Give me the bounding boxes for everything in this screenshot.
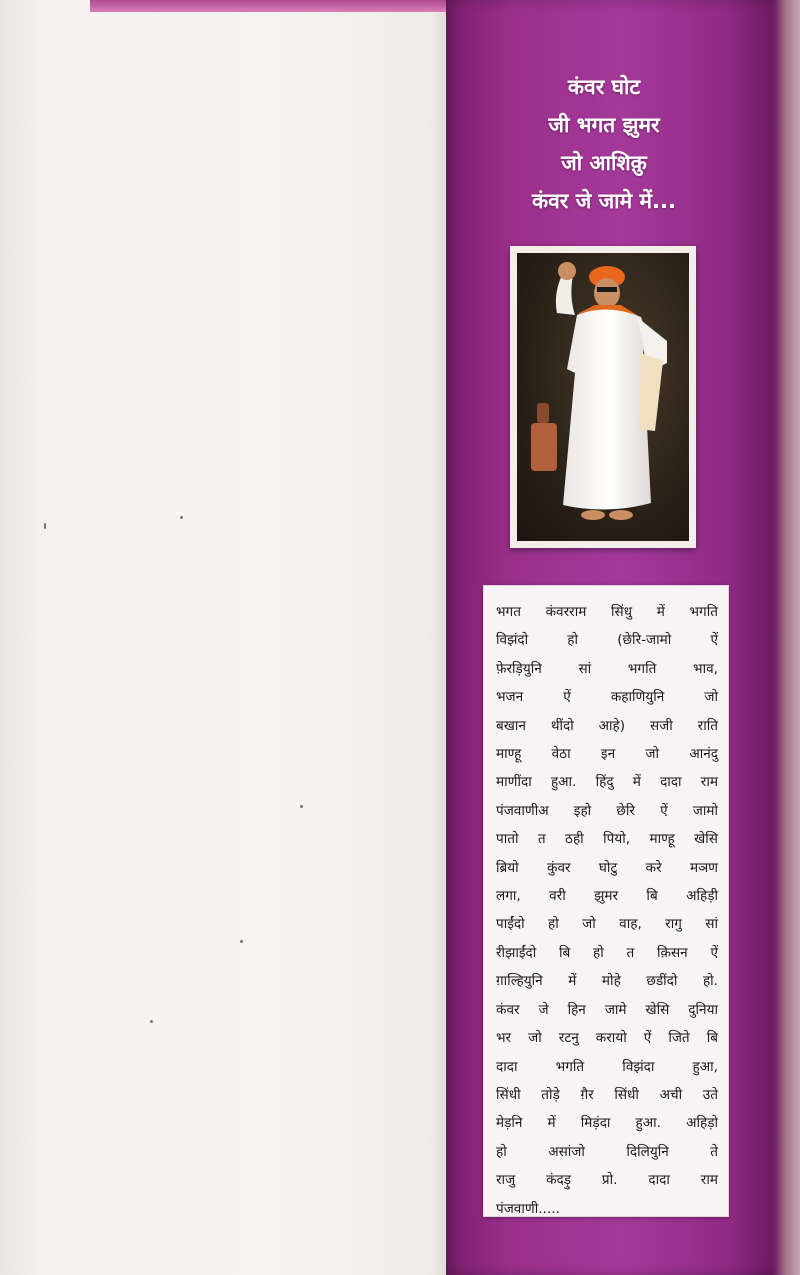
page-top-strip xyxy=(90,0,452,12)
blurb-line: बखान थींदो आहे) सजी राति xyxy=(496,717,718,734)
blurb-line: फ़ेरड़ियुनि सां भगति भाव, xyxy=(496,660,718,677)
blurb-text-box xyxy=(483,585,729,1217)
blurb-line: विझंदो हो (छेरि-जामो ऐं xyxy=(496,632,718,649)
performer-figure-icon xyxy=(517,253,689,541)
cover-edge xyxy=(774,0,800,1275)
performer-photo xyxy=(517,253,689,541)
blurb-line: मेड़नि में मिड़ंदा हुआ. अहिड़ो xyxy=(496,1115,718,1132)
cover-headline xyxy=(486,68,722,220)
paper-speck xyxy=(44,523,46,529)
blurb-line: सिंधी तोड़े ग़ैर सिंधी अची उते xyxy=(496,1086,718,1103)
blurb-line: पातो त ठही पियो, माण्हू खेसि xyxy=(496,831,718,848)
blurb-line: दादा भगति विझंदा हुआ, xyxy=(496,1058,718,1075)
blurb-line: कंवर जे हिन जामे खेसि दुनिया xyxy=(496,1001,718,1018)
paper-speck xyxy=(240,940,243,943)
paper-speck xyxy=(150,1020,153,1023)
blurb-line: भजन ऐं कहाणियुनि जो xyxy=(496,689,718,706)
headline-line: जी भगत झुमर xyxy=(548,113,660,137)
blurb-line: राजु कंदड़ु प्रो. दादा राम xyxy=(496,1172,718,1189)
blurb-line: लगा, वरी झुमर बि अहिड़ी xyxy=(496,888,718,905)
headline-line: कंवर घोट xyxy=(567,75,641,99)
headline-line: कंवर जे जामे में... xyxy=(532,189,676,213)
blurb-line: रीझाईंदो बि हो त क़िसन ऐं xyxy=(496,944,718,961)
blurb-line: हो असांजो दिलियुनि ते xyxy=(496,1143,718,1160)
blurb-line: ब्रियो कुंवर घोटु करे मञण xyxy=(496,859,718,876)
performer-photo-frame xyxy=(510,246,696,548)
blurb-line: पंजवाणी..... xyxy=(496,1200,560,1217)
blurb-line: भर जो रटनु करायो ऐं जिते बि xyxy=(496,1030,718,1047)
blurb-line: पंजवाणीअ इहो छेरि ऐं जामो xyxy=(496,802,718,819)
headline-line: जो आशिक़ु xyxy=(561,151,647,175)
blurb-line: माण्हू वेठा इन जो आनंदु xyxy=(496,746,718,763)
blurb-line: ग़ाल्हियुनि में मोहे छडींदो हो. xyxy=(496,973,718,990)
blurb-line: पाईंदो हो जो वाह, रागु सां xyxy=(496,916,718,933)
blurb-line: माणींदा हुआ. हिंदु में दादा राम xyxy=(496,774,718,791)
paper-speck xyxy=(300,805,303,808)
paper-speck xyxy=(180,516,183,519)
blurb-line: भगत कंवरराम सिंधु में भगति xyxy=(496,604,718,620)
